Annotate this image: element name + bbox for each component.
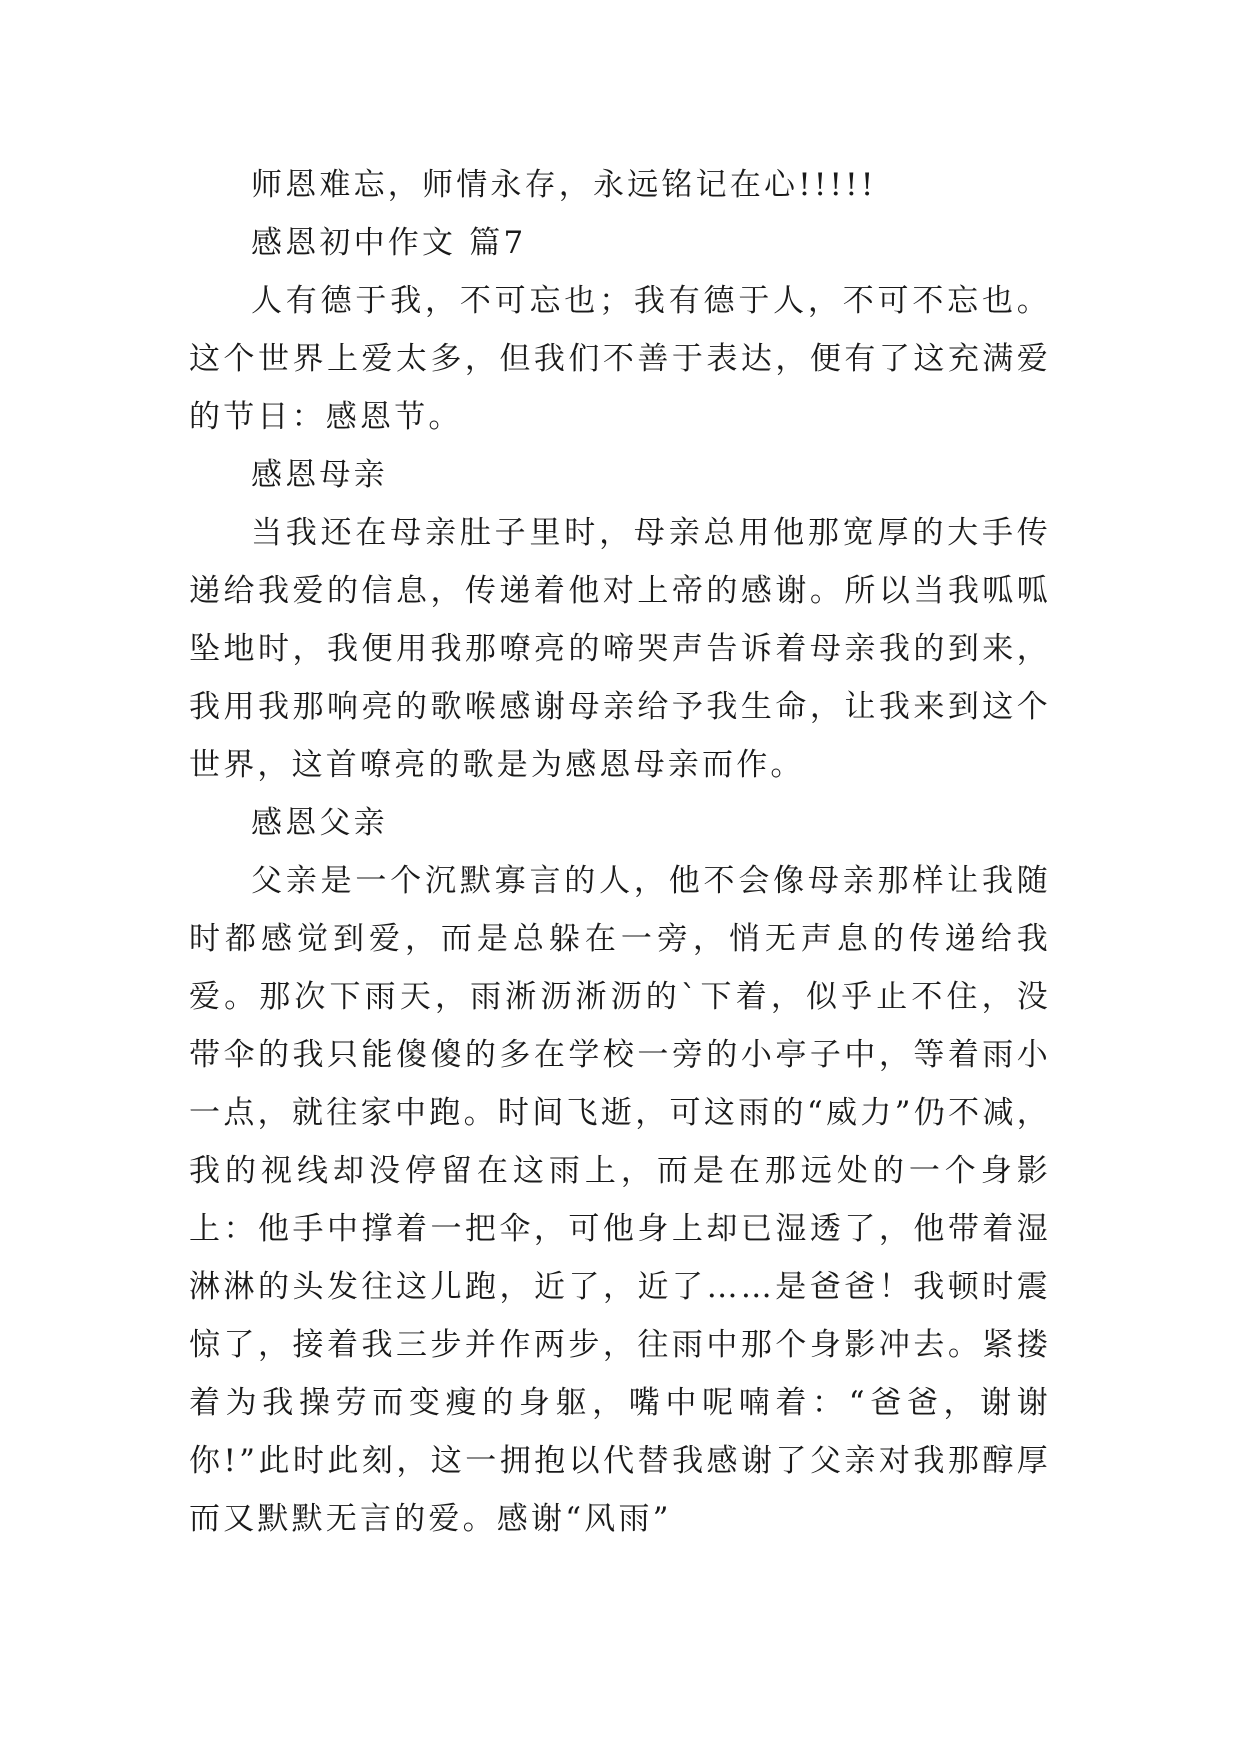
essay-heading: 感恩初中作文 篇7 bbox=[251, 225, 527, 261]
paragraph-mother: 当我还在母亲肚子里时，母亲总用他那宽厚的大手传递给我爱的信息，传递着他对上帝的感谢。所以当我呱呱坠地时，我便用我那嘹亮的啼哭声告诉着母亲我的到来，我用我那响亮的歌喉感谢母亲给予我生命，让我来到这个世界，这首嘹亮的歌是为感恩母亲而作。 bbox=[189, 515, 1051, 783]
paragraph-teacher-gratitude: 师恩难忘，师情永存，永远铭记在心!!!!! bbox=[251, 167, 877, 203]
paragraph-father: 父亲是一个沉默寡言的人，他不会像母亲那样让我随时都感觉到爱，而是总躲在一旁，悄无声息的传递给我爱。那次下雨天，雨淅沥淅沥的`下着，似乎止不住，没带伞的我只能傻傻的多在学校一旁的小亭子中，等着雨小一点，就往家中跑。时间飞逝，可这雨的“威力”仍不减，我的视线却没停留在这雨上，而是在那远处的一个身影上：他手中撑着一把伞，可他身上却已湿透了，他带着湿淋淋的头发往这儿跑，近了，近了……是爸爸！我顿时震惊了，接着我三步并作两步，往雨中那个身影冲去。紧搂着为我操劳而变瘦的身躯，嘴中呢喃着：“爸爸，谢谢你!”此时此刻，这一拥抱以代替我感谢了父亲对我那醇厚而又默默无言的爱。感谢“风雨” bbox=[189, 863, 1051, 1537]
section-heading-father: 感恩父亲 bbox=[251, 805, 388, 841]
paragraph-intro: 人有德于我，不可忘也；我有德于人，不可不忘也。这个世界上爱太多，但我们不善于表达，便有了这充满爱的节日：感恩节。 bbox=[189, 283, 1051, 435]
document-body bbox=[189, 156, 1051, 1548]
section-heading-mother: 感恩母亲 bbox=[251, 457, 388, 493]
